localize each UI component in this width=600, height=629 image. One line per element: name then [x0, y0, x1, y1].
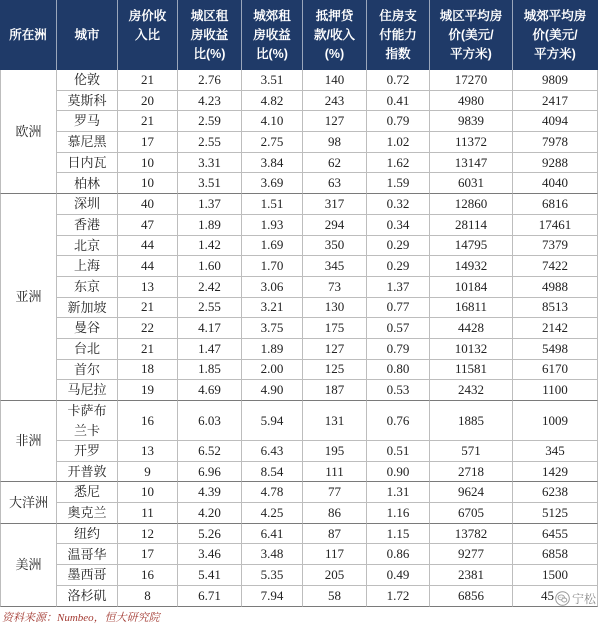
city-name: 深圳 [73, 196, 100, 212]
suburb-rental-yield-cell: 3.84 [242, 153, 303, 174]
city-rental-yield-cell: 2.59 [178, 111, 242, 132]
suburb-price-per-sqm-cell: 6170 [513, 360, 598, 381]
price-income-ratio-cell: 20 [118, 91, 178, 112]
city-cell [57, 462, 118, 483]
affordability-index-cell: 0.34 [367, 215, 430, 236]
suburb-price-per-sqm-cell: 7978 [513, 132, 598, 153]
header-row [0, 0, 598, 70]
column-header-line: 房收益 [253, 27, 291, 42]
suburb-price-per-sqm-cell: 2417 [513, 91, 598, 112]
city-price-per-sqm-cell: 6031 [430, 173, 513, 194]
mortgage-to-income-cell: 117 [303, 544, 367, 565]
price-income-ratio-cell: 10 [118, 173, 178, 194]
column-header-line: (%) [324, 46, 345, 61]
city-price-per-sqm-cell: 4428 [430, 318, 513, 339]
price-income-ratio-cell: 44 [118, 236, 178, 257]
mortgage-to-income-cell: 86 [303, 503, 367, 524]
city-rental-yield-cell: 3.51 [178, 173, 242, 194]
city-row [0, 401, 598, 441]
affordability-index-cell: 0.80 [367, 360, 430, 381]
price-income-ratio-cell: 47 [118, 215, 178, 236]
mortgage-to-income-cell: 345 [303, 256, 367, 277]
mortgage-to-income-cell: 62 [303, 153, 367, 174]
city-name: 开普敦 [67, 463, 107, 479]
affordability-index-cell: 0.77 [367, 298, 430, 319]
city-cell [57, 194, 118, 215]
city-price-per-sqm-cell: 10184 [430, 277, 513, 298]
affordability-index-cell: 0.79 [367, 111, 430, 132]
city-name: 开罗 [73, 443, 100, 459]
suburb-price-per-sqm-cell: 4040 [513, 173, 598, 194]
city-row [0, 132, 598, 153]
suburb-rental-yield-cell: 6.43 [242, 441, 303, 462]
suburb-rental-yield-cell: 1.70 [242, 256, 303, 277]
continent-cell: 欧洲 [0, 70, 57, 194]
city-name: 新加坡 [67, 299, 107, 315]
city-cell [57, 503, 118, 524]
suburb-rental-yield-cell: 5.35 [242, 565, 303, 586]
city-cell [57, 215, 118, 236]
suburb-price-per-sqm-cell: 1009 [513, 401, 598, 441]
city-rental-yield-cell: 3.31 [178, 153, 242, 174]
suburb-rental-yield-cell: 5.94 [242, 401, 303, 441]
suburb-price-per-sqm-cell: 4988 [513, 277, 598, 298]
column-header-line: 城郊租 [253, 8, 291, 23]
continent-cell: 大洋洲 [0, 482, 57, 523]
suburb-rental-yield-cell: 1.51 [242, 194, 303, 215]
mortgage-to-income-cell: 73 [303, 277, 367, 298]
wechat-logo-icon [555, 591, 570, 606]
city-name: 上海 [73, 258, 100, 274]
price-income-ratio-cell: 13 [118, 441, 178, 462]
column-header-line: 房收益 [190, 27, 229, 42]
city-rental-yield-cell: 6.96 [178, 462, 242, 483]
city-cell [57, 153, 118, 174]
city-rental-yield-cell: 6.03 [178, 401, 242, 441]
city-cell [57, 277, 118, 298]
column-header-line: 平方米) [450, 46, 492, 61]
price-income-ratio-cell: 10 [118, 482, 178, 503]
city-rental-yield-cell: 1.37 [178, 194, 242, 215]
suburb-rental-yield-column-header [242, 0, 303, 70]
source-note: 资料来源：Numbeo，恒大研究院 [2, 612, 160, 624]
city-rental-yield-cell: 4.23 [178, 91, 242, 112]
city-price-per-sqm-cell: 10132 [430, 339, 513, 360]
column-header-line: 比(%) [193, 46, 226, 61]
suburb-rental-yield-cell: 4.78 [242, 482, 303, 503]
city-name: 悉尼 [73, 484, 100, 500]
mortgage-to-income-cell: 87 [303, 524, 367, 545]
suburb-rental-yield-cell: 3.21 [242, 298, 303, 319]
city-name: 卡萨布兰卡 [67, 403, 107, 438]
affordability-index-cell: 1.15 [367, 524, 430, 545]
city-row [0, 173, 598, 194]
mortgage-to-income-column-header [303, 0, 367, 70]
mortgage-to-income-cell: 317 [303, 194, 367, 215]
mortgage-to-income-cell: 58 [303, 586, 367, 607]
city-price-per-sqm-column-header [430, 0, 513, 70]
affordability-index-cell: 0.51 [367, 441, 430, 462]
column-header-line: 入比 [134, 27, 160, 42]
suburb-price-per-sqm-cell: 1500 [513, 565, 598, 586]
city-price-per-sqm-cell: 6856 [430, 586, 513, 607]
table-header [0, 0, 598, 70]
suburb-price-per-sqm-cell: 2142 [513, 318, 598, 339]
city-rental-yield-cell: 1.60 [178, 256, 242, 277]
suburb-price-per-sqm-column-header [513, 0, 598, 70]
column-header-line: 抵押贷 [315, 8, 354, 23]
city-price-per-sqm-cell: 11372 [430, 132, 513, 153]
price-income-ratio-cell: 16 [118, 401, 178, 441]
price-income-ratio-cell: 21 [118, 298, 178, 319]
city-cell [57, 298, 118, 319]
suburb-price-per-sqm-cell: 8513 [513, 298, 598, 319]
city-row [0, 111, 598, 132]
price-income-ratio-cell: 18 [118, 360, 178, 381]
mortgage-to-income-cell: 131 [303, 401, 367, 441]
city-price-per-sqm-cell: 13782 [430, 524, 513, 545]
column-header-line: 价(美元/ [448, 27, 494, 42]
mortgage-to-income-cell: 63 [303, 173, 367, 194]
watermark [555, 590, 596, 607]
price-income-ratio-cell: 21 [118, 111, 178, 132]
table-body [0, 70, 598, 607]
city-cell [57, 339, 118, 360]
suburb-price-per-sqm-cell: 9288 [513, 153, 598, 174]
continent-cell: 美洲 [0, 524, 57, 607]
city-cell [57, 318, 118, 339]
column-header-line: 住房支 [379, 8, 417, 23]
mortgage-to-income-cell: 175 [303, 318, 367, 339]
city-rental-yield-cell: 5.26 [178, 524, 242, 545]
column-header-line: 比(%) [256, 46, 288, 61]
city-cell [57, 544, 118, 565]
city-row [0, 236, 598, 257]
price-income-ratio-cell: 44 [118, 256, 178, 277]
city-row [0, 256, 598, 277]
city-column-header [57, 0, 118, 70]
mortgage-to-income-cell: 140 [303, 70, 367, 91]
city-price-per-sqm-cell: 12860 [430, 194, 513, 215]
city-price-per-sqm-cell: 4980 [430, 91, 513, 112]
affordability-index-cell: 0.29 [367, 256, 430, 277]
suburb-rental-yield-cell: 3.51 [242, 70, 303, 91]
price-income-ratio-cell: 11 [118, 503, 178, 524]
suburb-price-per-sqm-cell: 5125 [513, 503, 598, 524]
city-row [0, 482, 598, 503]
city-name: 首尔 [73, 361, 100, 377]
city-name: 柏林 [73, 175, 100, 191]
suburb-rental-yield-cell: 4.25 [242, 503, 303, 524]
suburb-price-per-sqm-cell: 4094 [513, 111, 598, 132]
city-row [0, 91, 598, 112]
city-cell [57, 132, 118, 153]
city-rental-yield-cell: 4.69 [178, 380, 242, 401]
suburb-price-per-sqm-cell: 6238 [513, 482, 598, 503]
affordability-index-cell: 0.79 [367, 339, 430, 360]
city-rental-yield-cell: 1.85 [178, 360, 242, 381]
price-income-ratio-cell: 9 [118, 462, 178, 483]
city-row [0, 339, 598, 360]
city-row [0, 565, 598, 586]
affordability-index-cell: 1.72 [367, 586, 430, 607]
city-rental-yield-cell: 3.46 [178, 544, 242, 565]
city-price-per-sqm-cell: 9839 [430, 111, 513, 132]
price-income-ratio-cell: 8 [118, 586, 178, 607]
suburb-rental-yield-cell: 4.10 [242, 111, 303, 132]
city-name: 日内瓦 [67, 154, 107, 170]
suburb-price-per-sqm-cell: 6816 [513, 194, 598, 215]
city-cell [57, 565, 118, 586]
suburb-price-per-sqm-cell: 1100 [513, 380, 598, 401]
affordability-index-cell: 1.37 [367, 277, 430, 298]
mortgage-to-income-cell: 243 [303, 91, 367, 112]
mortgage-to-income-cell: 187 [303, 380, 367, 401]
city-rental-yield-cell: 4.17 [178, 318, 242, 339]
column-header-line: 城市 [74, 27, 100, 42]
suburb-price-per-sqm-cell: 6858 [513, 544, 598, 565]
city-row [0, 298, 598, 319]
suburb-rental-yield-cell: 3.75 [242, 318, 303, 339]
suburb-rental-yield-cell: 1.89 [242, 339, 303, 360]
mortgage-to-income-cell: 111 [303, 462, 367, 483]
suburb-rental-yield-cell: 2.00 [242, 360, 303, 381]
city-name: 台北 [73, 341, 100, 357]
city-row [0, 194, 598, 215]
affordability-index-column-header [367, 0, 430, 70]
column-header-line: 城郊平均房 [523, 8, 587, 23]
city-cell [57, 441, 118, 462]
suburb-rental-yield-cell: 3.69 [242, 173, 303, 194]
affordability-index-cell: 0.41 [367, 91, 430, 112]
city-name: 北京 [73, 237, 100, 253]
city-name: 马尼拉 [67, 382, 107, 398]
affordability-index-cell: 0.57 [367, 318, 430, 339]
city-cell [57, 236, 118, 257]
suburb-rental-yield-cell: 8.54 [242, 462, 303, 483]
city-row [0, 462, 598, 483]
suburb-price-per-sqm-cell: 6455 [513, 524, 598, 545]
city-cell [57, 91, 118, 112]
city-price-per-sqm-cell: 16811 [430, 298, 513, 319]
city-rental-yield-cell: 4.20 [178, 503, 242, 524]
city-rental-yield-cell: 5.41 [178, 565, 242, 586]
city-rental-yield-column-header [178, 0, 242, 70]
city-row [0, 524, 598, 545]
city-price-per-sqm-cell: 14795 [430, 236, 513, 257]
affordability-index-cell: 1.16 [367, 503, 430, 524]
column-header-line: 平方米) [534, 46, 576, 61]
city-name: 墨西哥 [67, 567, 107, 583]
continent-column-header [0, 0, 57, 70]
city-row [0, 318, 598, 339]
city-rental-yield-cell: 1.89 [178, 215, 242, 236]
city-name: 曼谷 [73, 320, 100, 336]
column-header-line: 指数 [385, 46, 411, 61]
city-price-per-sqm-cell: 2432 [430, 380, 513, 401]
price-income-ratio-cell: 21 [118, 339, 178, 360]
watermark-text: 宁松 [572, 592, 597, 606]
suburb-rental-yield-cell: 1.93 [242, 215, 303, 236]
price-income-ratio-cell: 12 [118, 524, 178, 545]
city-cell [57, 482, 118, 503]
price-income-ratio-cell: 17 [118, 544, 178, 565]
city-price-per-sqm-cell: 2718 [430, 462, 513, 483]
city-price-per-sqm-cell: 571 [430, 441, 513, 462]
suburb-rental-yield-cell: 4.82 [242, 91, 303, 112]
affordability-index-cell: 0.53 [367, 380, 430, 401]
price-income-ratio-column-header [118, 0, 178, 70]
city-price-per-sqm-cell: 6705 [430, 503, 513, 524]
city-price-per-sqm-cell: 2381 [430, 565, 513, 586]
affordability-index-cell: 0.32 [367, 194, 430, 215]
suburb-rental-yield-cell: 7.94 [242, 586, 303, 607]
price-income-ratio-cell: 10 [118, 153, 178, 174]
suburb-rental-yield-cell: 1.69 [242, 236, 303, 257]
continent-cell: 亚洲 [0, 194, 57, 401]
city-row [0, 215, 598, 236]
city-price-per-sqm-cell: 28114 [430, 215, 513, 236]
mortgage-to-income-cell: 195 [303, 441, 367, 462]
suburb-price-per-sqm-cell: 1429 [513, 462, 598, 483]
suburb-rental-yield-cell: 6.41 [242, 524, 303, 545]
affordability-index-cell: 0.90 [367, 462, 430, 483]
city-cell [57, 586, 118, 607]
column-header-line: 所在洲 [9, 27, 47, 42]
suburb-rental-yield-cell: 4.90 [242, 380, 303, 401]
city-row [0, 153, 598, 174]
city-rental-yield-cell: 2.42 [178, 277, 242, 298]
city-cell [57, 360, 118, 381]
city-rental-yield-cell: 6.71 [178, 586, 242, 607]
city-cell [57, 173, 118, 194]
affordability-index-cell: 0.76 [367, 401, 430, 441]
suburb-rental-yield-cell: 3.48 [242, 544, 303, 565]
price-income-ratio-cell: 17 [118, 132, 178, 153]
city-price-per-sqm-cell: 1885 [430, 401, 513, 441]
city-cell [57, 380, 118, 401]
city-row [0, 70, 598, 91]
suburb-price-per-sqm-cell: 7379 [513, 236, 598, 257]
column-header-line: 价(美元/ [532, 27, 578, 42]
suburb-price-per-sqm-cell: 7422 [513, 256, 598, 277]
city-row [0, 380, 598, 401]
city-cell [57, 401, 118, 441]
city-price-per-sqm-cell: 9624 [430, 482, 513, 503]
affordability-index-cell: 1.02 [367, 132, 430, 153]
city-row [0, 544, 598, 565]
city-rental-yield-cell: 1.42 [178, 236, 242, 257]
city-name: 莫斯科 [67, 92, 107, 108]
city-cell [57, 256, 118, 277]
column-header-line: 付能力 [379, 27, 417, 42]
column-header-line: 房价收 [128, 8, 167, 23]
city-cell [57, 70, 118, 91]
city-rental-yield-cell: 2.55 [178, 132, 242, 153]
mortgage-to-income-cell: 294 [303, 215, 367, 236]
mortgage-to-income-cell: 77 [303, 482, 367, 503]
affordability-index-cell: 1.31 [367, 482, 430, 503]
mortgage-to-income-cell: 125 [303, 360, 367, 381]
suburb-rental-yield-cell: 2.75 [242, 132, 303, 153]
suburb-price-per-sqm-cell: 345 [513, 441, 598, 462]
city-name: 温哥华 [67, 546, 107, 562]
affordability-index-cell: 1.59 [367, 173, 430, 194]
city-name: 东京 [73, 278, 100, 294]
city-name: 罗马 [73, 113, 100, 129]
affordability-index-cell: 1.62 [367, 153, 430, 174]
affordability-index-cell: 0.29 [367, 236, 430, 257]
city-price-per-sqm-cell: 9277 [430, 544, 513, 565]
city-price-per-sqm-cell: 17270 [430, 70, 513, 91]
city-rental-yield-cell: 1.47 [178, 339, 242, 360]
city-rental-yield-cell: 2.55 [178, 298, 242, 319]
city-name: 慕尼黑 [67, 134, 107, 150]
mortgage-to-income-cell: 127 [303, 339, 367, 360]
city-row [0, 586, 598, 607]
suburb-price-per-sqm-cell: 9809 [513, 70, 598, 91]
price-income-ratio-cell: 13 [118, 277, 178, 298]
city-cell [57, 111, 118, 132]
column-header-line: 款/收入 [314, 27, 355, 42]
affordability-index-cell: 0.49 [367, 565, 430, 586]
city-row [0, 441, 598, 462]
city-name: 洛杉矶 [67, 587, 107, 603]
city-rental-yield-cell: 2.76 [178, 70, 242, 91]
mortgage-to-income-cell: 205 [303, 565, 367, 586]
city-row [0, 503, 598, 524]
city-name: 纽约 [73, 525, 100, 541]
price-income-ratio-cell: 21 [118, 70, 178, 91]
city-rental-yield-cell: 4.39 [178, 482, 242, 503]
city-price-per-sqm-cell: 11581 [430, 360, 513, 381]
city-name: 香港 [73, 216, 100, 232]
price-income-ratio-cell: 22 [118, 318, 178, 339]
city-name: 奥克兰 [67, 505, 107, 521]
mortgage-to-income-cell: 127 [303, 111, 367, 132]
suburb-price-per-sqm-cell: 45 [513, 586, 598, 607]
city-row [0, 360, 598, 381]
continent-cell: 非洲 [0, 401, 57, 482]
city-price-per-sqm-cell: 14932 [430, 256, 513, 277]
column-header-line: 城区租 [190, 8, 229, 23]
city-name: 伦敦 [73, 72, 100, 88]
city-row [0, 277, 598, 298]
price-income-ratio-cell: 19 [118, 380, 178, 401]
mortgage-to-income-cell: 350 [303, 236, 367, 257]
price-income-ratio-cell: 16 [118, 565, 178, 586]
city-rental-yield-cell: 6.52 [178, 441, 242, 462]
suburb-price-per-sqm-cell: 17461 [513, 215, 598, 236]
price-income-ratio-cell: 40 [118, 194, 178, 215]
column-header-line: 城区平均房 [439, 8, 503, 23]
suburb-price-per-sqm-cell: 5498 [513, 339, 598, 360]
mortgage-to-income-cell: 130 [303, 298, 367, 319]
suburb-rental-yield-cell: 3.06 [242, 277, 303, 298]
city-cell [57, 524, 118, 545]
affordability-index-cell: 0.86 [367, 544, 430, 565]
city-price-per-sqm-cell: 13147 [430, 153, 513, 174]
mortgage-to-income-cell: 98 [303, 132, 367, 153]
affordability-index-cell: 0.72 [367, 70, 430, 91]
